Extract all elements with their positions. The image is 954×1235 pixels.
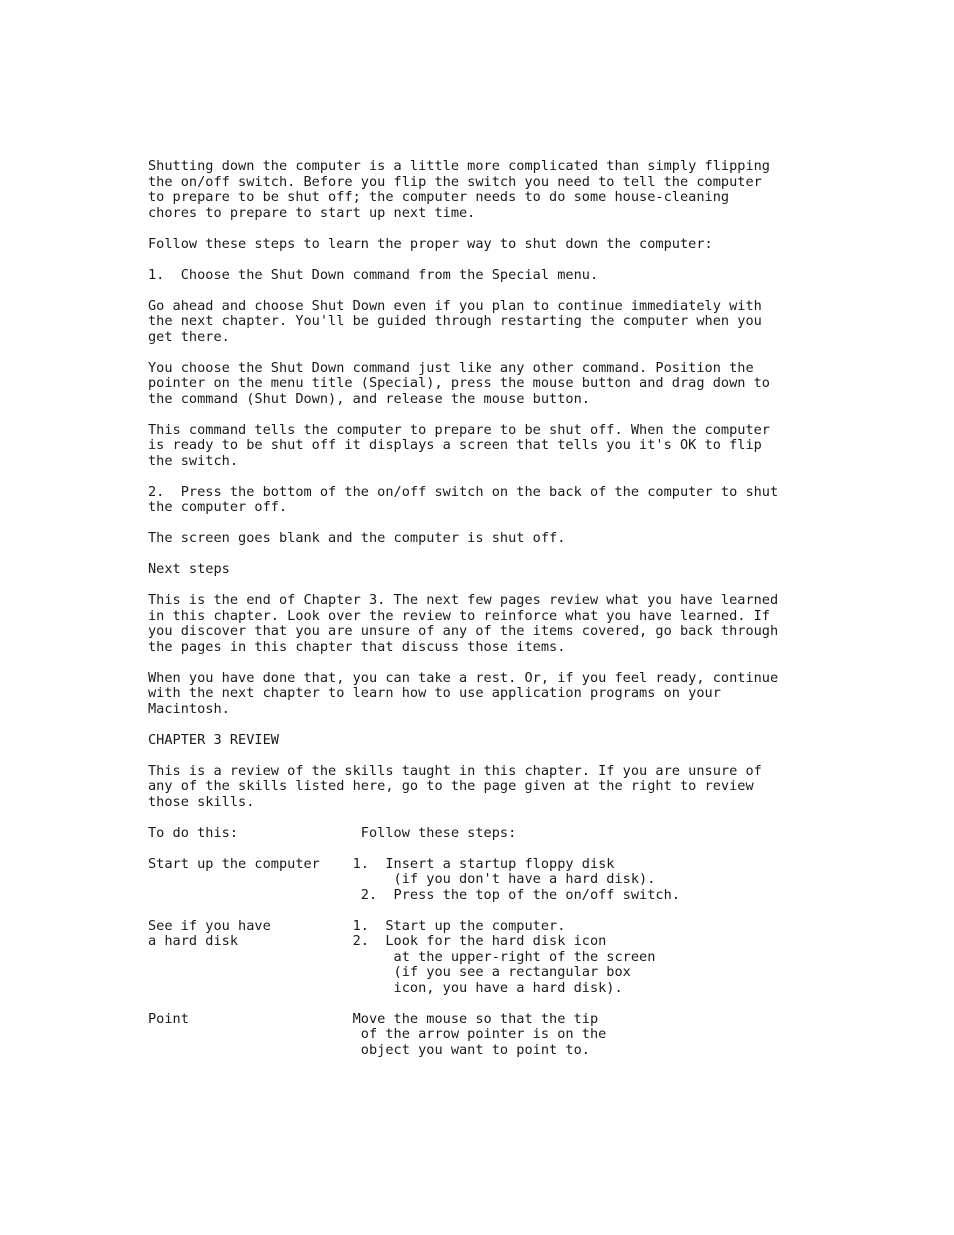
rest-paragraph: When you have done that, you can take a rest. Or, if you feel ready, continue with the next chapter to learn how to use application programs on your Macintosh. <box>148 669 779 717</box>
steps-intro: Follow these steps to learn the proper way to shut down the computer: <box>148 235 713 252</box>
step-1-note: Go ahead and choose Shut Down even if you plan to continue immediately with the next chapter. You'll be guided through restarting the computer when you get there. <box>148 297 762 345</box>
step-2-result: The screen goes blank and the computer is shut off. <box>148 530 566 546</box>
review-row-hard-disk: See if you have 1. Start up the computer. a hard disk 2. Look for the hard disk icon at the upper-right of the screen (if you see a rectangular box icon, you have a hard disk). <box>148 917 656 996</box>
next-steps-heading: Next steps <box>148 561 230 577</box>
step-1: 1. Choose the Shut Down command from the Special menu. <box>148 266 599 283</box>
review-table-header: To do this: Follow these steps: <box>148 824 517 841</box>
step-1-instructions: You choose the Shut Down command just like any other command. Position the pointer on the menu title (Special), press the mouse button and drag down to the command (Shut Down), and release the mouse button. <box>148 359 770 407</box>
step-2: 2. Press the bottom of the on/off switch on the back of the computer to shut the computer off. <box>148 483 779 515</box>
step-1-result: This command tells the computer to prepare to be shut off. When the computer is ready to be shut off it displays a screen that tells you it's OK to flip the switch. <box>148 421 770 469</box>
document-page <box>148 159 848 1058</box>
review-row-point: Point Move the mouse so that the tip of the arrow pointer is on the object you want to point to. <box>148 1010 607 1058</box>
review-row-start-up: Start up the computer 1. Insert a startup floppy disk (if you don't have a hard disk). 2. Press the top of the on/off switch. <box>148 855 680 903</box>
next-steps-paragraph: This is the end of Chapter 3. The next few pages review what you have learned in this chapter. Look over the review to reinforce what you have learned. If you discover that you are unsure of any of the items covered, go back through the pages in this chapter that discuss those items. <box>148 592 779 655</box>
intro-paragraph: Shutting down the computer is a little more complicated than simply flipping the on/off switch. Before you flip the switch you need to tell the computer to prepare to be shut off; the computer needs to do some house-cleaning chores to prepare to start up next time. <box>148 158 770 221</box>
chapter-review-heading: CHAPTER 3 REVIEW <box>148 731 279 748</box>
review-intro: This is a review of the skills taught in this chapter. If you are unsure of any of the skills listed here, go to the page given at the right to review those skills. <box>148 762 762 810</box>
